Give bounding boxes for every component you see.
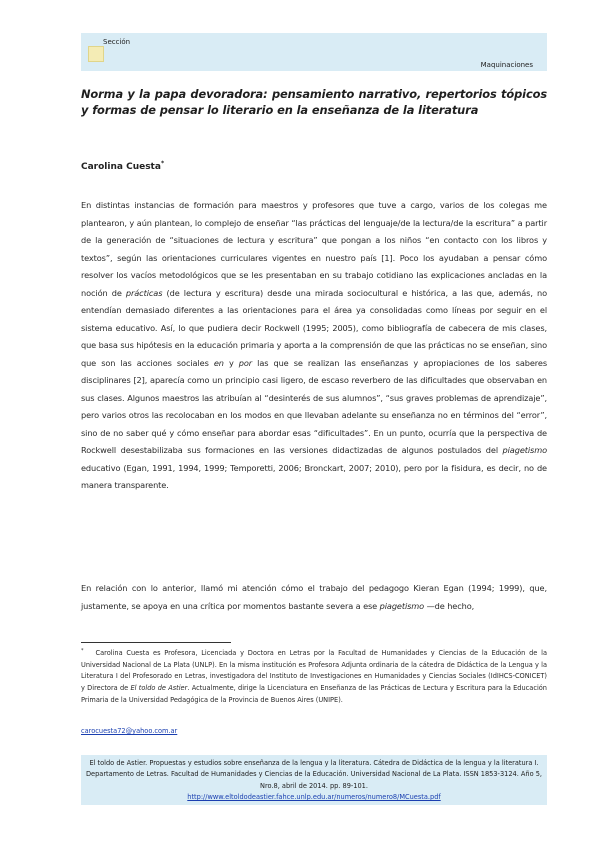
body-text-span: las que se realizan las enseñanzas y apropiaciones de los saberes disciplinares [2], aparecía como un principio casi ligero, de escaso reverbero de las dificultades que observaban en sus clases. Algunos maestros las atribuían al “desinterés de sus alumnos”, “sus graves problemas de aprendizaje”, pero varios otros las recolocaban en los modos en que llevaban adelante su enseñanza no en términos del “error”, sino de no saber qué y cómo enseñar para abordar esas “dificultades”. En un punto, ocurría que la perspectiva de Rockwell desestabilizaba sus formaciones en las versiones didactizadas de algunos postulados del xyxy=(81,357,547,455)
body-paragraph-2 xyxy=(81,580,547,615)
journal-logo-icon xyxy=(88,46,104,62)
footnote-emphasis: El toldo de Astier xyxy=(130,683,188,692)
body-paragraph-1 xyxy=(81,197,547,495)
footnote-text: Carolina Cuesta es Profesora, Licenciada y Doctora en Letras por la Facultad de Humanidades y Ciencias de la Educación de la Universidad Nacional de La Plata (UNLP). En la misma institución es Profesora Adjunta ordinaria de la cátedra de Didáctica de la Lengua y la Literatura I del Profesorado en Letras, investigadora del Instituto de Investigaciones en Humanidades y Ciencias Sociales (IdIHCS-CONICET) y Directora de xyxy=(81,649,547,692)
author-name xyxy=(81,160,164,172)
header-column-label: Maquinaciones xyxy=(480,61,533,69)
body-text-span: En distintas instancias de formación para maestros y profesores que tuve a cargo, varios de los colegas me plantearon, y aún plantean, lo complejo de enseñar “las prácticas del lenguaje/de la lectura/de la escritura” a partir de la generación de “situaciones de lectura y escritura” que pongan a los niños “en contacto con los libros y textos”, según las orientaciones curriculares vigentes en nuestro país [1]. Poco los ayudaban a pensar cómo resolver los vacíos metodológicos que se les presentaban en su trabajo cotidiano las explicaciones ancladas en la noción de xyxy=(81,200,547,298)
footnote-mark: * xyxy=(81,648,84,654)
body-emphasis: en xyxy=(213,357,224,368)
body-text-span: —de hecho, xyxy=(424,600,475,611)
article-url-link[interactable]: http://www.eltoldodeastier.fahce.unlp.edu.ar/numeros/numero8/MCuesta.pdf xyxy=(187,793,441,802)
body-emphasis: piagetismo xyxy=(379,600,425,611)
article-title: Norma y la papa devoradora: pensamiento narrativo, repertorios tópicos y formas de pensar lo literario en la enseñanza de la literatura xyxy=(81,87,547,117)
author-footnote xyxy=(81,646,547,706)
body-emphasis: piagetismo xyxy=(502,445,547,455)
header-section-label: Sección xyxy=(103,38,131,46)
citation-text: El toldo de Astier. Propuestas y estudios sobre enseñanza de la lengua y la literatura. Cátedra de Didáctica de la lengua y la literatura I. Departamento de Letras. Facultad de Humanidades y Ciencias de la Educación. Universidad Nacional de La Plata. ISSN 1853-3124. Año 5, Nro.8, abril de 2014. pp. 89-101. xyxy=(85,759,543,790)
author-email-link[interactable]: carocuesta72@yahoo.com.ar xyxy=(81,727,178,735)
author-name-text: Carolina Cuesta xyxy=(81,162,161,172)
citation-footer xyxy=(81,755,547,805)
body-emphasis: por xyxy=(238,357,253,368)
author-footnote-mark[interactable]: * xyxy=(160,160,165,167)
body-text-span: (de lectura y escritura) desde una mirada sociocultural e histórica, a las que, además, no entendían demasiado diferentes a las orientaciones para el área ya consolidadas como líneas por seguir en el sistema educativo. Así, lo que pudiera decir Rockwell (1995; 2005), como bibliografía de cabecera de mis clases, que basa sus hipótesis en la educación primaria y aporta a la comprensión de que las prácticas no se enseñan, sino que son las acciones sociales xyxy=(81,287,547,368)
body-text-span: educativo (Egan, 1991, 1994, 1999; Temporetti, 2006; Bronckart, 2007; 2010), pero por la fisidura, es decir, no de manera transparente. xyxy=(81,462,547,490)
header-band xyxy=(81,33,547,71)
body-emphasis: prácticas xyxy=(125,287,163,298)
footnote-divider xyxy=(81,642,231,643)
footnote-text: . Actualmente, dirige la Licenciatura en Enseñanza de las Prácticas de Lectura y Escritura para la Educación Primaria de la Universidad Pedagógica de la Provincia de Buenos Aires (UNIPE). xyxy=(81,683,547,704)
body-text-span: y xyxy=(223,357,239,368)
body-text-span: En relación con lo anterior, llamó mi atención cómo el trabajo del pedagogo Kieran Egan (1994; 1999), que, justamente, se apoya en una crítica por momentos bastante severa a ese xyxy=(81,583,547,611)
